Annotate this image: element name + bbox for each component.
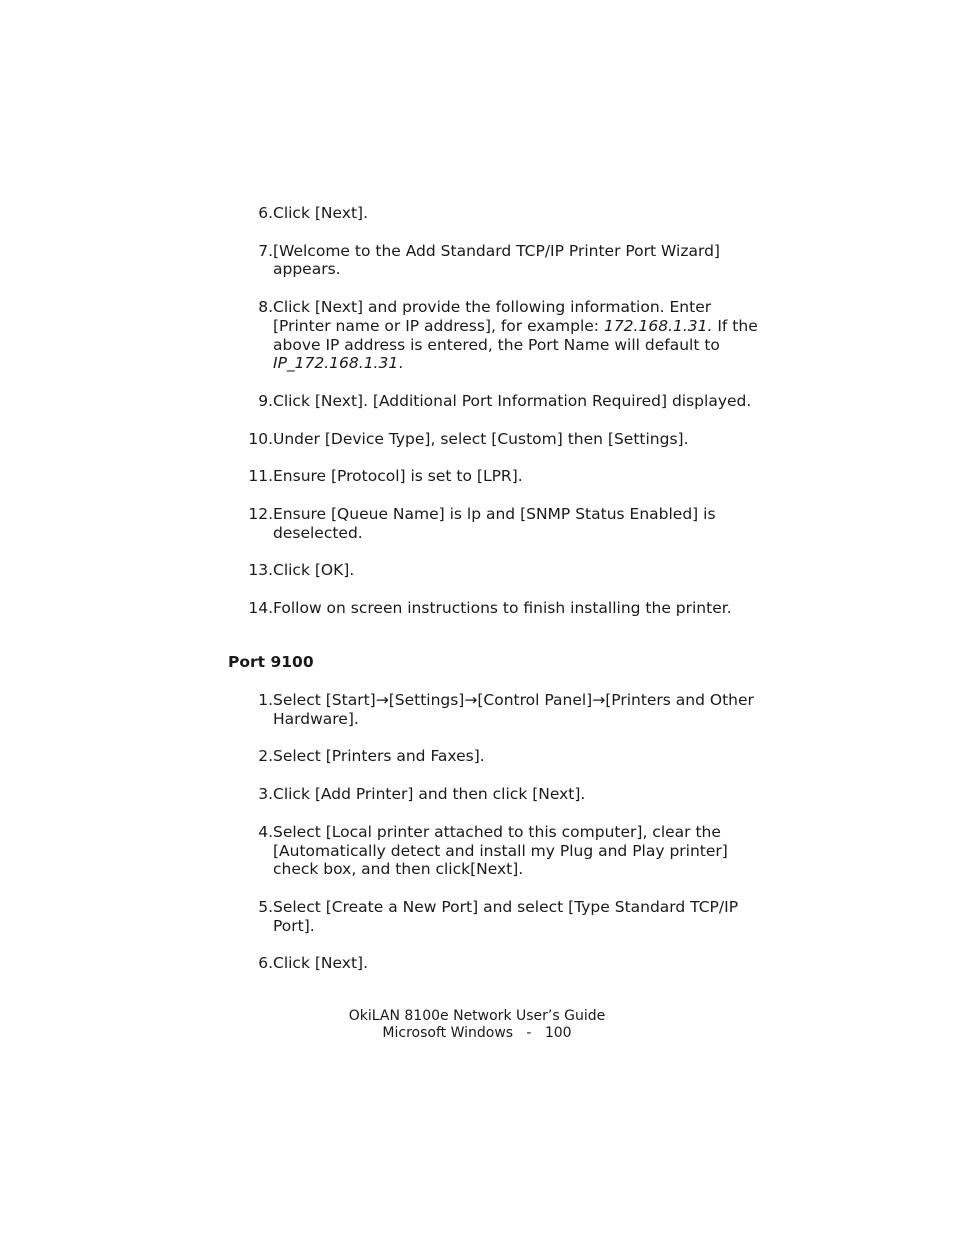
step-text (273, 204, 758, 223)
list-item (228, 467, 758, 486)
step-number-label: 5. (258, 897, 273, 916)
step-text-run: Click [Next]. (273, 954, 368, 973)
step-text (273, 823, 758, 879)
step-text (273, 691, 758, 728)
step-text-run: Follow on screen instructions to finish installing the printer. (273, 599, 732, 618)
step-text-run: Select [Create a New Port] and select [Type Standard TCP/IP Port]. (273, 897, 739, 935)
step-text (273, 954, 758, 973)
step-number-label: 14. (248, 599, 273, 618)
step-number (228, 599, 273, 618)
footer-section-page: Microsoft Windows - 100 (382, 1025, 572, 1041)
step-text (273, 242, 758, 279)
step-number (228, 430, 273, 449)
step-text-run: Select [Start]→[Settings]→[Control Panel]→[Printers and Other Hardware]. (273, 691, 754, 728)
step-text (273, 298, 758, 373)
steps-list-top (228, 204, 758, 637)
step-text-run: . (398, 354, 404, 373)
step-number (228, 898, 273, 935)
step-text-run: Select [Printers and Faxes]. (273, 747, 485, 766)
step-number (228, 561, 273, 580)
step-text-run: Ensure [Protocol] is set to [LPR]. (273, 467, 523, 486)
step-text (273, 898, 758, 935)
step-text-run: [Welcome to the Add Standard TCP/IP Printer Port Wizard] appears. (273, 241, 720, 279)
list-item (228, 242, 758, 279)
page-footer (0, 1008, 954, 1042)
step-number (228, 954, 273, 973)
list-item (228, 392, 758, 411)
step-text-run: Click [Next]. [Additional Port Information Required] displayed. (273, 391, 752, 410)
list-item (228, 204, 758, 223)
step-text (273, 467, 758, 486)
list-item (228, 823, 758, 879)
step-number (228, 785, 273, 804)
list-item (228, 298, 758, 373)
footer-guide-title: OkiLAN 8100e Network User’s Guide (348, 1008, 606, 1024)
list-item (228, 954, 758, 973)
step-text-italic: 172.168.1.31. (603, 316, 713, 335)
list-item (228, 561, 758, 580)
step-number (228, 505, 273, 542)
section-heading: Port 9100 (228, 653, 314, 671)
step-number (228, 392, 273, 411)
step-text (273, 747, 758, 766)
step-text (273, 430, 758, 449)
step-text-italic: IP_172.168.1.31 (273, 354, 399, 373)
step-text-run: If the above IP address is entered, the Port Name will default to (273, 316, 758, 354)
step-number (228, 242, 273, 279)
step-number-label: 13. (248, 561, 273, 580)
step-text-run: Click [OK]. (273, 561, 355, 580)
step-text (273, 505, 758, 542)
step-number-label: 3. (258, 785, 273, 804)
step-text-run: Under [Device Type], select [Custom] then [Settings]. (273, 429, 689, 448)
step-text-run: Ensure [Queue Name] is lp and [SNMP Status Enabled] is deselected. (273, 505, 716, 542)
step-number-label: 6. (258, 954, 273, 973)
step-number-label: 1. (258, 691, 273, 709)
list-item (228, 747, 758, 766)
list-item (228, 785, 758, 804)
step-text (273, 392, 758, 411)
step-text-run: Select [Local printer attached to this computer], clear the [Automatically detect and install my Plug and Play printer] check box, and then click[Next]. (273, 822, 728, 879)
step-number-label: 11. (248, 467, 273, 486)
step-text (273, 785, 758, 804)
step-text (273, 561, 758, 580)
list-item (228, 505, 758, 542)
step-number-label: 7. (258, 241, 273, 260)
step-text-run: Click [Next]. (273, 204, 368, 222)
step-number (228, 747, 273, 766)
step-text-run: Click [Add Printer] and then click [Next]. (273, 785, 586, 804)
steps-list-port-9100 (228, 691, 758, 992)
step-number-label: 6. (258, 204, 273, 222)
step-number (228, 823, 273, 879)
step-number (228, 204, 273, 223)
step-number-label: 8. (258, 298, 273, 317)
list-item (228, 691, 758, 728)
step-text-run: Click [Next] and provide the following information. Enter [Printer name or IP address], for example: (273, 298, 712, 335)
list-item (228, 599, 758, 618)
step-text (273, 599, 758, 618)
step-number (228, 467, 273, 486)
step-number-label: 12. (248, 505, 273, 524)
list-item (228, 430, 758, 449)
list-item (228, 898, 758, 935)
step-number-label: 4. (258, 822, 273, 841)
step-number-label: 2. (258, 747, 273, 766)
step-number (228, 691, 273, 728)
step-number-label: 10. (248, 429, 273, 448)
step-number-label: 9. (258, 391, 273, 410)
step-number (228, 298, 273, 373)
